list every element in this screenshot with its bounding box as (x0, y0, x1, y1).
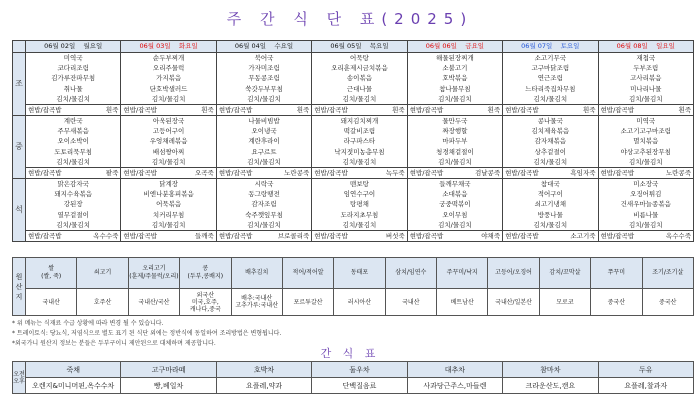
menu-item: 계란후라이 (248, 137, 280, 146)
rice-label: 현밥/잡곡밥 (409, 106, 444, 115)
rice-label: 현밥/잡곡밥 (123, 106, 158, 115)
menu-item: 떡갈비조림 (343, 127, 376, 136)
menu-item: 돼지김치찌개 (340, 117, 379, 126)
note-3: *외국가니 원산지 정보는 분들은 두부구이니 제안된으로 대체하며 제공합니다. (12, 340, 216, 347)
menu-cell (312, 116, 407, 179)
rice-label: 현밥/잡곡밥 (218, 232, 253, 241)
menu-item: 감자조림 (251, 200, 277, 209)
menu-item: 상추겉절이 (534, 147, 567, 156)
menu-item: 미소장국 (633, 180, 659, 189)
porridge: 노란콩죽 (284, 169, 310, 178)
menu-item: 호박볶음 (442, 74, 468, 83)
rice-label: 현밥/잡곡밥 (28, 106, 62, 115)
origin-label: 원산지 (13, 258, 26, 316)
porridge: 흰죽 (678, 106, 691, 115)
origin-header: 감치/꼬막살 (539, 258, 590, 289)
origin-header: 쌀 (쌀, 죽) (26, 258, 77, 289)
rice-label: 현밥/잡곡밥 (600, 232, 635, 241)
menu-item: 방풍나물 (537, 210, 563, 219)
porridge: 흰죽 (582, 106, 596, 115)
menu-item: 요구르트 (251, 147, 277, 156)
rice-label: 현밥/잡곡밥 (314, 106, 348, 115)
menu-item: 궁중떡볶이 (439, 200, 471, 209)
origin-header: 적어/적어알 (282, 258, 333, 289)
origin-value: 배추:국내산 고추가루:국내산 (231, 289, 282, 316)
snack-value: 오렌지&미니머핀,옥수수차 (26, 378, 121, 394)
menu-item: 건새우마늘종볶음 (620, 200, 671, 209)
menu-item: 쑥갓두부무침 (245, 84, 283, 93)
menu-item: 김치/물김치 (628, 220, 663, 229)
menu-item: 미역국 (636, 117, 656, 126)
menu-item: 마파두부 (442, 137, 468, 146)
menu-cell (26, 179, 121, 242)
menu-cell (121, 116, 216, 179)
day-header: 06월 07일 토요일 (503, 41, 598, 53)
menu-item: 감자채볶음 (534, 137, 567, 146)
menu-item: 탕평채 (350, 200, 369, 209)
origin-header: 주꾸미/낙지 (437, 258, 488, 289)
snack-value: 요플레,약과 (216, 378, 311, 394)
snack-value: 크라운산도,캔요 (503, 378, 598, 394)
rice-label: 현밥/잡곡밥 (123, 232, 158, 241)
menu-cell (216, 179, 311, 242)
menu-item: 열무겉절이 (57, 210, 89, 219)
porridge: 녹두죽 (385, 169, 405, 178)
menu-item: 김치/물김치 (151, 94, 186, 103)
snack-value: 빵,베일차 (121, 378, 216, 394)
menu-item: 나물비빔밥 (248, 117, 280, 126)
origin-value: 중국산 (642, 289, 694, 316)
rice-label: 현밥/잡곡밥 (218, 106, 253, 115)
day-header: 06월 05일 목요일 (312, 41, 407, 53)
rice-label: 현밥/잡곡밥 (505, 169, 539, 178)
menu-item: 임연수구이 (343, 190, 376, 199)
menu-item: 미역국 (63, 54, 83, 62)
menu-item: 송이볶음 (346, 74, 373, 83)
rice-label: 현밥/잡곡밥 (28, 169, 62, 178)
menu-item: 김가루잔파무침 (51, 74, 96, 83)
menu-item: 치커리무침 (152, 210, 185, 219)
origin-table (12, 257, 694, 316)
menu-cell (598, 179, 693, 242)
menu-item: 도라지초무침 (340, 210, 379, 219)
menu-item: 김치/물김치 (56, 157, 90, 166)
menu-cell (407, 53, 502, 116)
menu-item: 오이냉국 (251, 127, 277, 136)
rice-label: 현밥/잡곡밥 (314, 232, 348, 241)
menu-item: 김치/물김치 (438, 94, 472, 103)
menu-item: 어묵탕 (350, 54, 369, 62)
menu-item: 재첩국 (636, 54, 656, 62)
rice-label: 현밥/잡곡밥 (28, 232, 62, 241)
menu-cell (312, 53, 407, 116)
rice-label: 현밥/잡곡밥 (123, 169, 158, 178)
note-1: * 위 메뉴는 식재료 수급 상황에 따라 변경 될 수 있습니다. (12, 320, 164, 327)
menu-item: 고구마닭조림 (531, 64, 570, 73)
porridge: 흑임자죽 (570, 169, 596, 178)
day-header: 06월 03일 화요일 (121, 41, 216, 53)
origin-value: 국내산 (385, 289, 436, 316)
menu-cell (503, 116, 598, 179)
menu-item: 연근조림 (537, 74, 563, 83)
menu-cell (407, 179, 502, 242)
menu-cell (216, 53, 311, 116)
snack-row-label: 오전 오후 (13, 362, 26, 394)
menu-item: 닭계장 (159, 180, 179, 189)
menu-item: 근대나물 (346, 84, 373, 93)
menu-cell (598, 53, 693, 116)
menu-item: 김치제육볶음 (531, 127, 570, 136)
porridge: 야채죽 (481, 232, 501, 241)
menu-item: 김치/물김치 (533, 94, 568, 103)
menu-item: 멸치볶음 (633, 137, 659, 146)
menu-item: 참대국 (540, 180, 560, 189)
menu-item: 오징어튀김 (630, 190, 662, 199)
porridge: 오곡죽 (195, 169, 214, 178)
origin-value: 외국산 미국,호주, 캐나다,중국 (180, 289, 231, 316)
porridge: 흰죽 (296, 106, 310, 115)
origin-value: 베트남산 (437, 289, 488, 316)
menu-item: 무동콩조림 (248, 74, 280, 83)
porridge: 버섯죽 (385, 232, 405, 241)
menu-item: 가지볶음 (156, 74, 182, 83)
menu-item: 비름나물 (633, 210, 659, 219)
menu-item: 김치/물김치 (628, 157, 663, 166)
snack-header: 둘우차 (312, 362, 407, 378)
meal-label: 조 (13, 53, 26, 116)
meal-label: 중 (13, 116, 26, 179)
menu-item: 김치/물김치 (342, 157, 377, 166)
corner-cell (13, 41, 26, 53)
origin-value: 호주산 (77, 289, 128, 316)
menu-cell (26, 116, 121, 179)
meal-label: 석 (13, 179, 26, 242)
origin-header: 오리고기 (훈제/주물럭/오리) (128, 258, 179, 289)
menu-item: 시락국 (254, 180, 274, 189)
menu-item: 가자미조림 (248, 64, 280, 73)
menu-item: 김치/물김치 (151, 157, 186, 166)
porridge: 들깨죽 (195, 232, 214, 241)
menu-item: 배섬짱아찌 (152, 147, 185, 156)
menu-item: 콩나물국 (537, 117, 563, 126)
rice-label: 현밥/잡곡밥 (505, 232, 539, 241)
origin-header: 동태포 (334, 258, 385, 289)
menu-item: 순두부찌개 (152, 54, 185, 62)
day-header: 06월 04일 수요일 (216, 41, 311, 53)
menu-item: 김치/물김치 (438, 157, 472, 166)
day-header: 06월 08일 일요일 (598, 41, 693, 53)
menu-item: 소고기무국 (534, 54, 567, 62)
menu-item: 소대볶음 (442, 190, 468, 199)
porridge: 흰죽 (392, 106, 405, 115)
snack-header: 죽채 (26, 362, 121, 378)
menu-item: 참나물무침 (439, 84, 471, 93)
menu-item: 낙지젓미농총무침 (334, 147, 385, 156)
rice-label: 현밥/잡곡밥 (314, 169, 348, 178)
origin-value: 모로코 (539, 289, 590, 316)
page-title: 주 간 식 단 표(2025) (226, 10, 474, 28)
menu-item: 맑은감자국 (57, 180, 89, 189)
menu-item: 적어구이 (537, 190, 563, 199)
menu-item: 김치/물김치 (56, 94, 90, 103)
menu-item: 김치/물김치 (342, 220, 377, 229)
menu-cell (121, 179, 216, 242)
snack-value: 요플레,찰과자 (598, 378, 693, 394)
origin-header: 쭈꾸미 (591, 258, 642, 289)
menu-item: 어묵볶음 (156, 200, 182, 209)
porridge: 흰죽 (201, 106, 214, 115)
menu-item: 쇠고기냉채 (534, 200, 567, 209)
rice-label: 현밥/잡곡밥 (505, 106, 539, 115)
menu-item: 김치/물김치 (342, 94, 377, 103)
menu-cell (216, 116, 311, 179)
menu-item: 해물된장찌개 (436, 54, 474, 62)
menu-item: 취나물 (63, 84, 83, 93)
menu-item: 돼지수육볶음 (54, 190, 93, 199)
snack-title: 간 식 표 (320, 347, 380, 360)
menu-item: 아욱된장국 (152, 117, 185, 126)
porridge: 옥수수죽 (93, 232, 119, 241)
note-2: * 트레이토식: 당뇨식, 저염식으로 별도 표기 된 식단 외에는 정반식에 동일하여 조리방법은 변형됩니다. (12, 330, 282, 337)
day-header: 06월 02일 월요일 (26, 41, 121, 53)
menu-item: 김치/물김치 (533, 220, 568, 229)
menu-item: 소고기고구마조림 (620, 127, 671, 136)
porridge: 검날콩죽 (474, 169, 501, 178)
snack-value: 사과당근주스,마들렌 (407, 378, 502, 394)
snack-header: 두유 (598, 362, 693, 378)
menu-item: 김치/물김치 (438, 220, 472, 229)
porridge: 팥죽 (105, 169, 119, 178)
snack-header: 참마차 (503, 362, 598, 378)
menu-item: 코다리조림 (57, 64, 89, 73)
porridge: 흰죽 (105, 106, 119, 115)
day-header: 06월 06일 금요일 (407, 41, 502, 53)
menu-cell (407, 116, 502, 179)
menu-item: 미나리나물 (630, 84, 662, 93)
menu-item: 오이무침 (442, 210, 468, 219)
snack-header: 고구마라떼 (121, 362, 216, 378)
snack-table (12, 361, 694, 394)
menu-item: 두부조림 (633, 64, 659, 73)
menu-item: 짜장행할 (442, 127, 468, 136)
snack-header: 대추차 (407, 362, 502, 378)
origin-value: 포르투갈산 (282, 289, 333, 316)
menu-item: 고등어구이 (152, 127, 185, 136)
menu-item: 김치/물김치 (56, 220, 90, 229)
menu-item: 도토리묵무침 (54, 147, 93, 156)
snack-value: 단백질음료 (312, 378, 407, 394)
menu-item: 비엔나분홍피볶음 (143, 190, 194, 199)
origin-header: 배추김치 (231, 258, 282, 289)
menu-item: 오이소박이 (57, 137, 89, 146)
menu-item: 청경채겉절이 (436, 147, 474, 156)
menu-item: 김치/물김치 (533, 157, 568, 166)
menu-item: 맨보탕 (350, 180, 369, 189)
snack-header: 호박차 (216, 362, 311, 378)
menu-cell (598, 116, 693, 179)
menu-item: 김치/물김치 (247, 220, 281, 229)
origin-value: 국내산/국산 (128, 289, 179, 316)
menu-item: 라구파스타 (343, 137, 376, 146)
porridge: 옥수수죽 (665, 232, 691, 241)
menu-cell (503, 179, 598, 242)
weekly-menu-table (12, 40, 694, 242)
porridge: 흰죽 (487, 106, 501, 115)
origin-value: 중국산 (591, 289, 642, 316)
rice-label: 현밥/잡곡밥 (409, 232, 444, 241)
origin-value: 국내산 (26, 289, 77, 316)
menu-item: 느타리죽집차무침 (525, 84, 576, 93)
rice-label: 현밥/잡곡밥 (409, 169, 444, 178)
menu-item: 북어국 (254, 54, 274, 62)
origin-header: 조기/조기살 (642, 258, 694, 289)
porridge: 노란콩죽 (665, 169, 691, 178)
menu-cell (312, 179, 407, 242)
rice-label: 현밥/잡곡밥 (600, 169, 635, 178)
menu-item: 우엉채레볶음 (149, 137, 188, 146)
porridge: 브로콜리죽 (277, 232, 310, 241)
origin-value: 러시아산 (334, 289, 385, 316)
origin-value: 국내산/일본산 (488, 289, 539, 316)
menu-item: 들깨무채국 (439, 180, 471, 189)
menu-item: 오리훈제시금치볶음 (331, 64, 388, 73)
origin-header: 콩 (두부,콩배지) (180, 258, 231, 289)
menu-item: 숙주깻잎무침 (245, 210, 283, 219)
menu-cell (503, 53, 598, 116)
menu-item: 물만두국 (442, 117, 468, 126)
menu-item: 단호박샐러드 (149, 84, 188, 93)
menu-item: 김치/물김치 (628, 94, 663, 103)
origin-header: 삼치/임연수 (385, 258, 436, 289)
menu-item: 강된장 (63, 200, 83, 209)
menu-item: 김치/물김치 (151, 220, 186, 229)
menu-item: 김치/물김치 (247, 157, 281, 166)
menu-item: 소불고기 (442, 64, 468, 73)
porridge: 소고기죽 (570, 232, 596, 241)
menu-cell (121, 53, 216, 116)
menu-item: 고사리볶음 (630, 74, 662, 83)
rice-label: 현밥/잡곡밥 (218, 169, 253, 178)
menu-cell (26, 53, 121, 116)
rice-label: 현밥/잡곡밥 (600, 106, 635, 115)
menu-item: 주무새볶음 (57, 127, 89, 136)
menu-item: 김치/물김치 (247, 94, 281, 103)
menu-item: 오리주물럭 (152, 64, 185, 73)
menu-item: 야상고추된장무침 (620, 147, 671, 156)
menu-item: 계란국 (63, 117, 83, 126)
origin-header: 고등어/오징어 (488, 258, 539, 289)
menu-item: 동그랑땡전 (248, 190, 280, 199)
origin-header: 쇠고기 (77, 258, 128, 289)
